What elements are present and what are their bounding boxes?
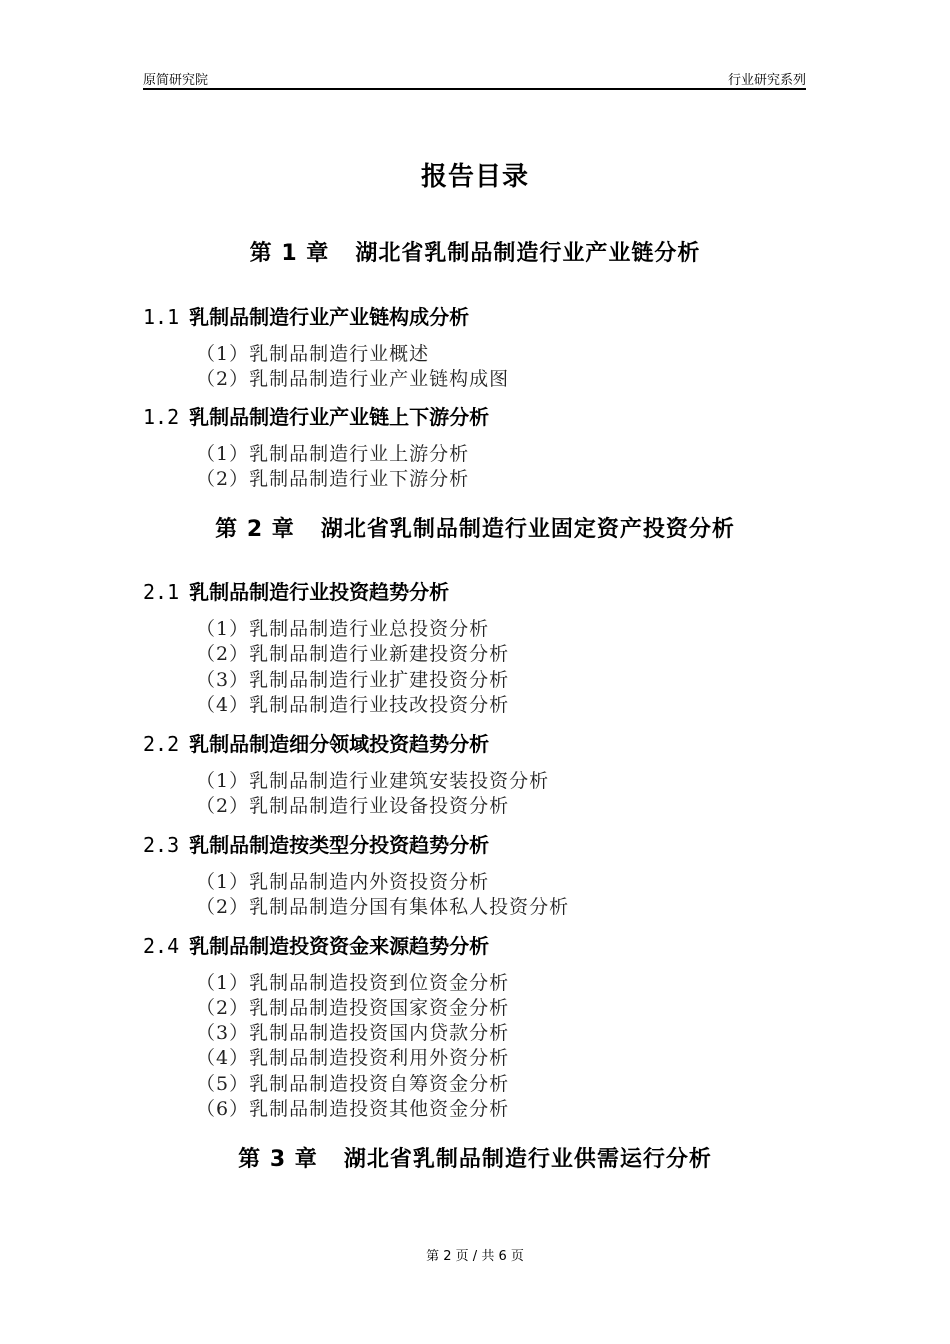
- section-title: 乳制品制造按类型分投资趋势分析: [189, 833, 490, 857]
- page-title: 报告目录: [420, 162, 529, 192]
- section-number: 2.1: [143, 580, 180, 604]
- toc-item: （1）乳制品制造内外资投资分析: [196, 871, 490, 893]
- toc-item: （1）乳制品制造投资到位资金分析: [196, 972, 510, 994]
- toc-item: （1）乳制品制造行业上游分析: [196, 443, 470, 465]
- toc-item: （2）乳制品制造行业新建投资分析: [196, 643, 510, 665]
- toc-item: （3）乳制品制造投资国内贷款分析: [196, 1022, 510, 1044]
- page-header: [143, 68, 806, 90]
- section-number: 1.1: [143, 305, 180, 329]
- section-number: 2.2: [143, 732, 180, 756]
- section-heading: [143, 829, 489, 858]
- toc-item: （4）乳制品制造投资利用外资分析: [196, 1047, 510, 1069]
- section-number: 2.4: [143, 934, 180, 958]
- section-heading: [143, 401, 489, 430]
- chapter-number: 第 2 章: [215, 517, 295, 542]
- section-heading: [143, 576, 449, 605]
- section-number: 1.2: [143, 405, 180, 429]
- toc-item: （1）乳制品制造行业总投资分析: [196, 618, 490, 640]
- toc-item: （2）乳制品制造行业产业链构成图: [196, 368, 510, 390]
- section-heading: [143, 301, 469, 330]
- toc-item: （2）乳制品制造行业下游分析: [196, 468, 470, 490]
- section-heading: [143, 728, 489, 757]
- toc-item: （2）乳制品制造行业设备投资分析: [196, 795, 510, 817]
- chapter-title: 湖北省乳制品制造行业固定资产投资分析: [320, 517, 735, 542]
- toc-item: （1）乳制品制造行业概述: [196, 343, 430, 365]
- header-series: 行业研究系列: [727, 73, 806, 88]
- page-number: 第 2 页 / 共 6 页: [426, 1249, 524, 1264]
- header-org: 原简研究院: [143, 73, 209, 88]
- toc-item: （6）乳制品制造投资其他资金分析: [196, 1098, 510, 1120]
- section-heading: [143, 930, 489, 959]
- section-title: 乳制品制造行业投资趋势分析: [189, 580, 450, 604]
- section-number: 2.3: [143, 833, 180, 857]
- toc-item: （5）乳制品制造投资自筹资金分析: [196, 1073, 510, 1095]
- section-title: 乳制品制造行业产业链构成分析: [189, 305, 470, 329]
- chapter-heading: [0, 1142, 950, 1173]
- section-title: 乳制品制造细分领域投资趋势分析: [189, 732, 490, 756]
- toc-item: （2）乳制品制造分国有集体私人投资分析: [196, 896, 570, 918]
- toc-item: （2）乳制品制造投资国家资金分析: [196, 997, 510, 1019]
- chapter-title: 湖北省乳制品制造行业产业链分析: [355, 241, 701, 266]
- section-title: 乳制品制造行业产业链上下游分析: [189, 405, 490, 429]
- chapter-number: 第 1 章: [249, 241, 330, 266]
- toc-item: （1）乳制品制造行业建筑安装投资分析: [196, 770, 550, 792]
- chapter-title: 湖北省乳制品制造行业供需运行分析: [343, 1147, 712, 1172]
- chapter-heading: [0, 236, 950, 267]
- toc-item: （3）乳制品制造行业扩建投资分析: [196, 669, 510, 691]
- section-title: 乳制品制造投资资金来源趋势分析: [189, 934, 490, 958]
- chapter-heading: [0, 512, 950, 543]
- chapter-number: 第 3 章: [238, 1147, 318, 1172]
- toc-item: （4）乳制品制造行业技改投资分析: [196, 694, 510, 716]
